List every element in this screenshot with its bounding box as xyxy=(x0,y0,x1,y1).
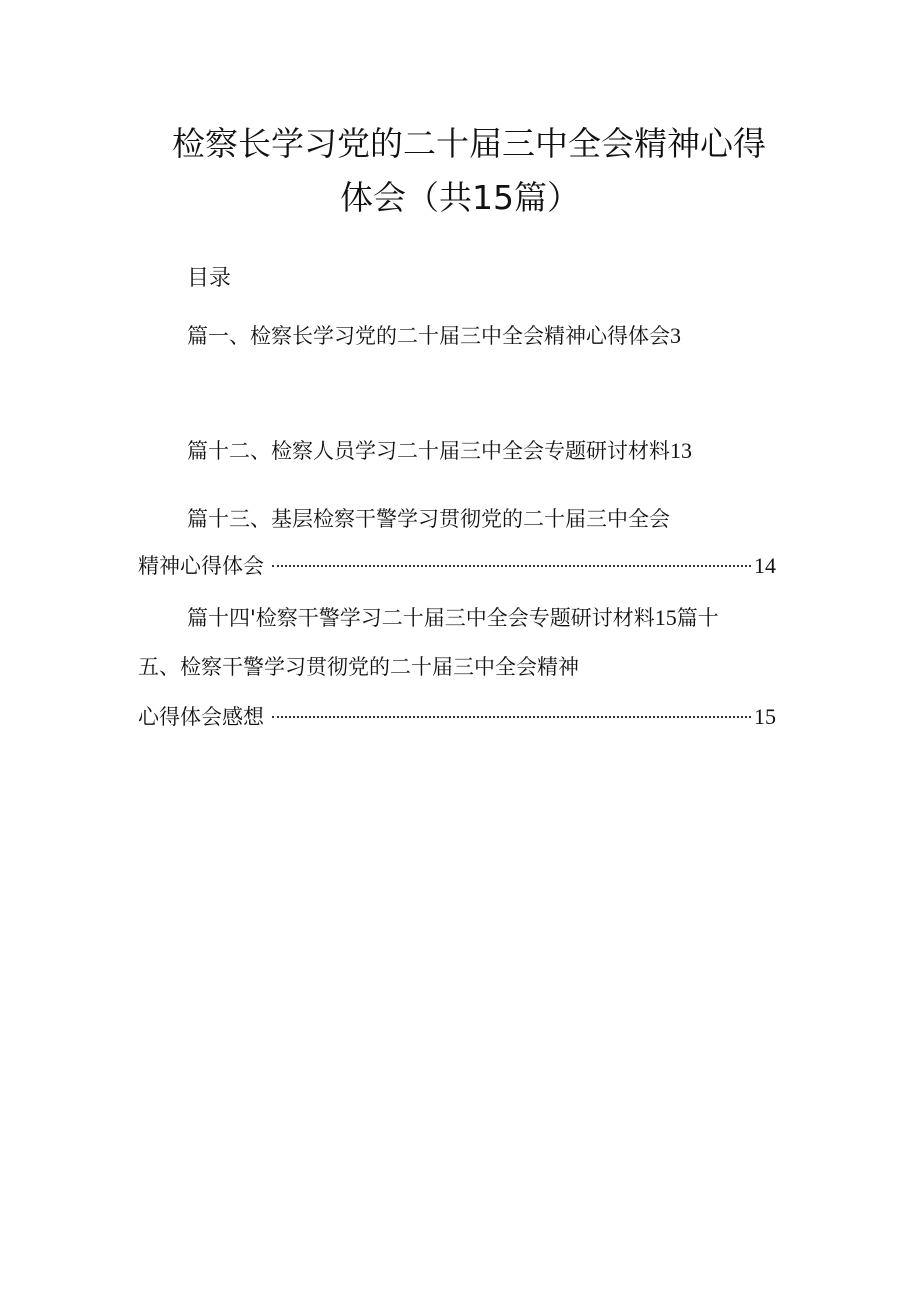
toc-entry-15-line-1[interactable]: 五、检察干警学习贯彻党的二十届三中全会精神 xyxy=(138,655,579,679)
toc-entry-15-start: 篇十 xyxy=(676,606,719,630)
toc-entry-15-line-2[interactable] xyxy=(138,703,776,731)
toc-heading: 目录 xyxy=(187,266,232,291)
toc-entry-13-page: 14 xyxy=(754,553,776,578)
toc-entry-13-text-cont: 精神心得体会 xyxy=(138,554,264,578)
document-title-line-1: 检察长学习党的二十届三中全会精神心得 xyxy=(172,124,766,163)
toc-entry-13-line-2[interactable] xyxy=(138,552,776,580)
toc-entry-12[interactable] xyxy=(187,437,692,465)
toc-entry-14-text: 篇十四'检察干警学习二十届三中全会专题研讨材料 xyxy=(187,606,655,630)
toc-entry-14[interactable] xyxy=(187,604,719,632)
toc-entry-15-text-cont: 心得体会感想 xyxy=(138,705,264,729)
toc-entry-13-line-1[interactable]: 篇十三、基层检察干警学习贯彻党的二十届三中全会 xyxy=(187,507,670,531)
toc-entry-1-text: 篇一、检察长学习党的二十届三中全会精神心得体会 xyxy=(187,324,670,348)
toc-leader-dots xyxy=(272,716,751,718)
toc-entry-14-page: 15 xyxy=(654,605,677,630)
document-title-line-2: 体会（共15篇） xyxy=(340,178,580,217)
toc-entry-15-page: 15 xyxy=(754,704,776,729)
toc-entry-1-page: 3 xyxy=(670,323,681,348)
toc-entry-12-text: 篇十二、检察人员学习二十届三中全会专题研讨材料 xyxy=(187,439,670,463)
toc-entry-1[interactable] xyxy=(187,322,681,350)
toc-leader-dots xyxy=(272,565,751,567)
toc-entry-12-page: 13 xyxy=(670,438,692,463)
